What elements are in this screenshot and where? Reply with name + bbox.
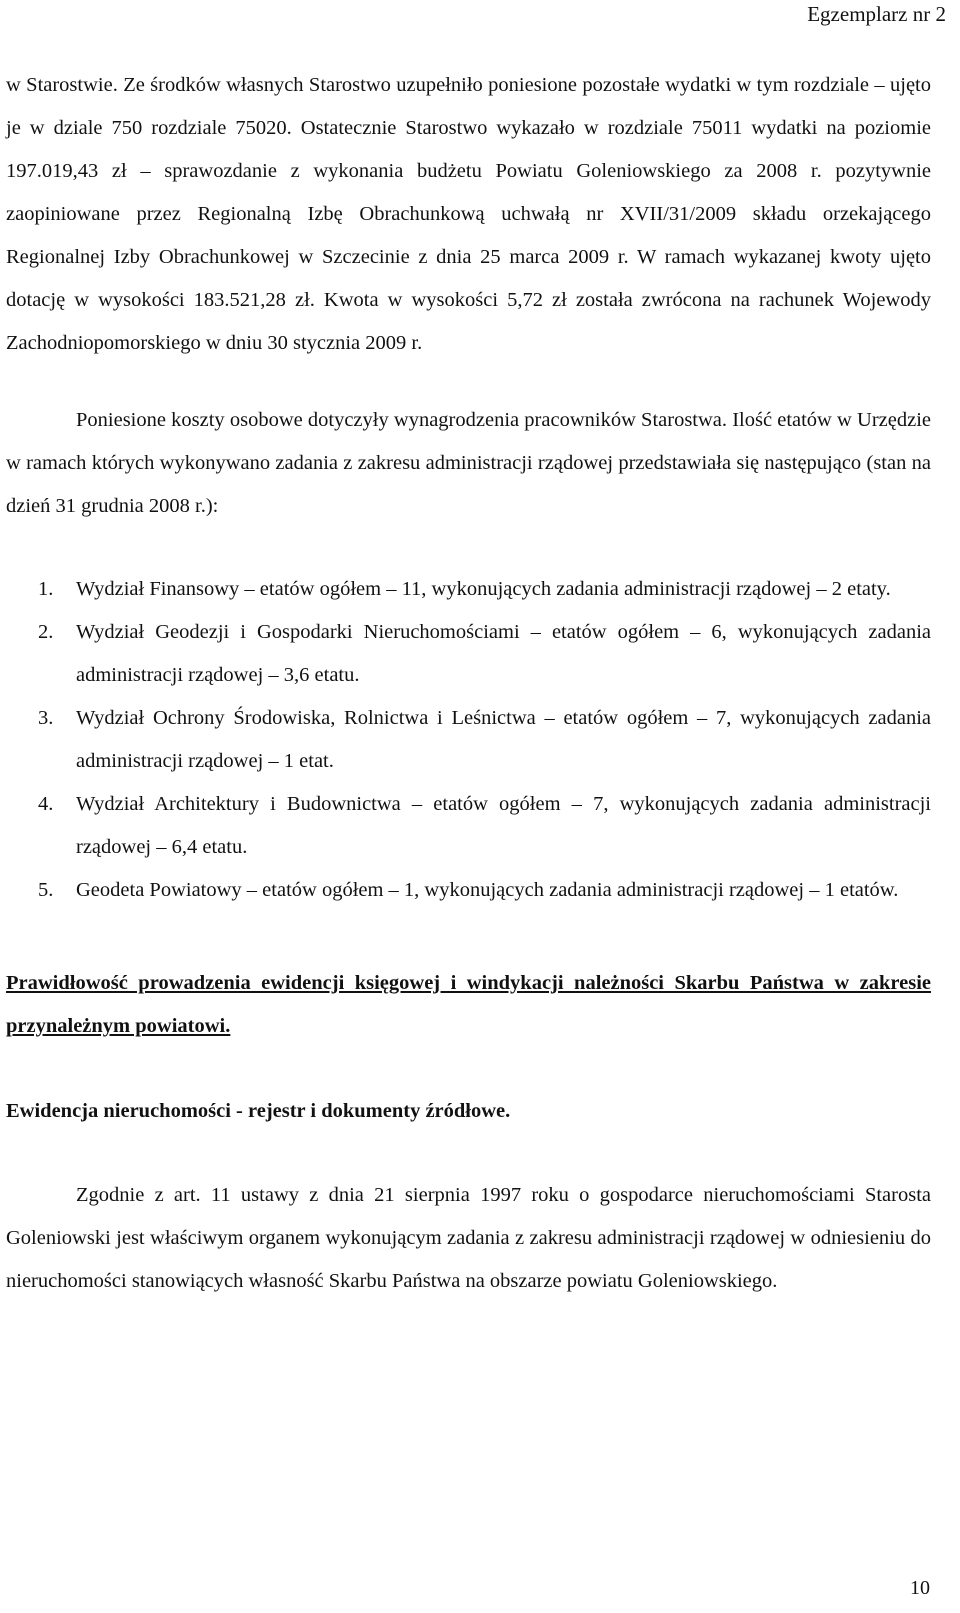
list-item-text: Wydział Geodezji i Gospodarki Nieruchomościami – etatów ogółem – 6, wykonujących zadania administracji rządowej – 3,6 etatu. — [76, 621, 931, 686]
list-item-text: Wydział Ochrony Środowiska, Rolnictwa i Leśnictwa – etatów ogółem – 7, wykonujących zadania administracji rządowej – 1 etat. — [76, 707, 931, 772]
list-item-text: Wydział Architektury i Budownictwa – etatów ogółem – 7, wykonujących zadania administracji rządowej – 6,4 etatu. — [76, 793, 931, 858]
paragraph-expenses: w Starostwie. Ze środków własnych Starostwo uzupełniło poniesione pozostałe wydatki w tym rozdziale – ujęto je w dziale 750 rozdziale 75020. Ostatecznie Starostwo wykazało w rozdziale 75011 wydatki na poziomie 197.019,43 zł – sprawozdanie z wykonania budżetu Powiatu Goleniowskiego za 2008 r. pozytywnie zaopiniowane przez Regionalną Izbę Obrachunkową uchwałą nr XVII/31/2009 składu orzekającego Regionalnej Izby Obrachunkowej w Szczecinie z dnia 25 marca 2009 r. W ramach wykazanej kwoty ujęto dotację w wysokości 183.521,28 zł. Kwota w wysokości 5,72 zł została zwrócona na rachunek Wojewody Zachodniopomorskiego w dniu 30 stycznia 2009 r. — [6, 74, 931, 354]
paragraph-real-estate: Zgodnie z art. 11 ustawy z dnia 21 sierpnia 1997 roku o gospodarce nieruchomościami Starosta Goleniowski jest właściwym organem wykonującym zadania z zakresu administracji rządowej w odniesieniu do nieruchomości stanowiących własność Skarbu Państwa na obszarze powiatu Goleniowskiego. — [6, 1184, 931, 1292]
list-item — [6, 869, 931, 912]
list-item-number: 3. — [38, 707, 54, 729]
list-item-number: 2. — [38, 621, 54, 643]
list-item-number: 1. — [38, 578, 54, 600]
section-heading-underlined: Prawidłowość prowadzenia ewidencji księgowej i windykacji należności Skarbu Państwa w zakresie przynależnym powiatowi. — [6, 972, 931, 1037]
list-item-number: 5. — [38, 879, 54, 901]
list-item-text: Wydział Finansowy – etatów ogółem – 11, wykonujących zadania administracji rządowej – 2 etaty. — [76, 578, 891, 600]
document-body — [6, 64, 931, 1303]
list-item — [6, 568, 931, 611]
departments-list — [6, 568, 931, 912]
list-item — [6, 783, 931, 869]
list-item — [6, 611, 931, 697]
list-item — [6, 697, 931, 783]
section-subheading: Ewidencja nieruchomości - rejestr i dokumenty źródłowe. — [6, 1100, 511, 1122]
paragraph-personnel-costs: Poniesione koszty osobowe dotyczyły wynagrodzenia pracowników Starostwa. Ilość etatów w Urzędzie w ramach których wykonywano zadania z zakresu administracji rządowej przedstawiała się następująco (stan na dzień 31 grudnia 2008 r.): — [6, 409, 931, 517]
list-item-number: 4. — [38, 793, 54, 815]
list-item-text: Geodeta Powiatowy – etatów ogółem – 1, wykonujących zadania administracji rządowej – 1 etatów. — [76, 879, 899, 901]
page-number: 10 — [910, 1577, 930, 1599]
copy-number-label: Egzemplarz nr 2 — [807, 2, 946, 26]
